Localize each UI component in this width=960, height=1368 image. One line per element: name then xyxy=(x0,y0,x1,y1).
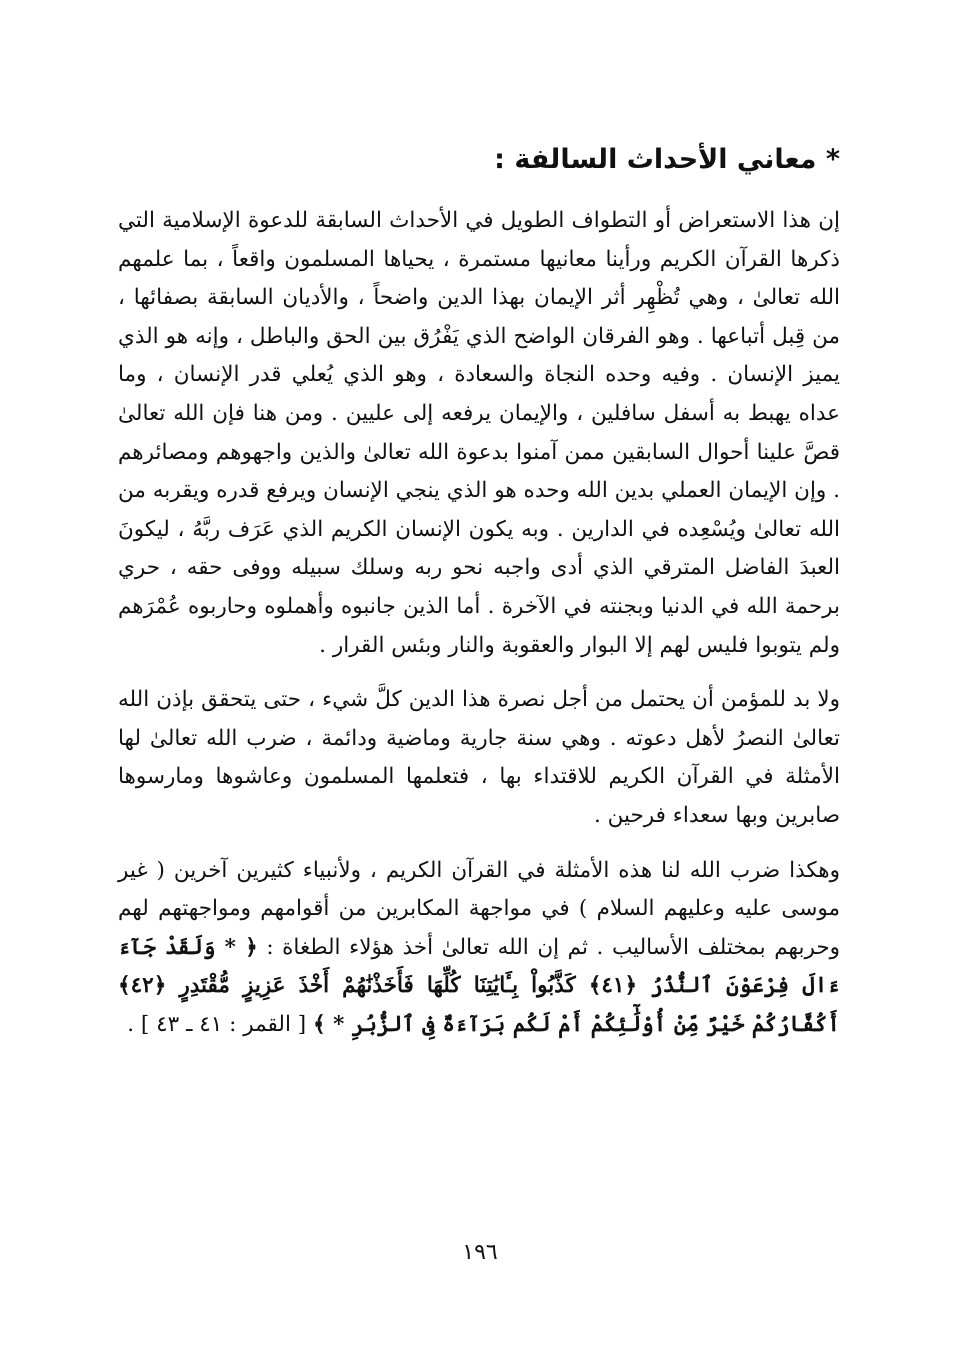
page-content xyxy=(118,138,840,1060)
page-number: ١٩٦ xyxy=(462,1240,498,1265)
paragraph-2: ولا بد للمؤمن أن يحتمل من أجل نصرة هذا الدين كلَّ شيء ، حتى يتحقق بإذن الله تعالىٰ النصرُ لأهل دعوته . وهي سنة جارية وماضية ودائمة ، ضرب الله تعالىٰ لها الأمثلة في القرآن الكريم للاقتداء بها ، فتعلمها المسلمون وعاشوها ومارسوها صابرين وبها سعداء فرحين . xyxy=(118,687,840,828)
section-heading: * معاني الأحداث السالفة : xyxy=(494,144,840,175)
verse-citation: [ القمر : ٤١ ـ ٤٣ ] . xyxy=(127,1011,307,1037)
paragraph-3 xyxy=(118,852,840,1045)
paragraph-3-text: وهكذا ضرب الله لنا هذه الأمثلة في القرآن الكريم ، ولأنبياء كثيرين آخرين ( غير موسى عليه وعليهم السلام ) في مواجهة المكابرين من أقوامهم ومواجهتهم لهم وحربهم بمختلف الأساليب . ثم إن الله تعالىٰ أخذ هؤلاء الطغاة : xyxy=(118,857,840,960)
paragraph-1: إن هذا الاستعراض أو التطواف الطويل في الأحداث السابقة للدعوة الإسلامية التي ذكرها القرآن الكريم ورأينا معانيها مستمرة ، يحياها المسلمون واقعاً ، بما علمهم الله تعالىٰ ، وهي تُظْهِر أثر الإيمان بهذا الدين واضحاً ، والأديان السابقة بصفائها ، من قِبل أتباعها . وهو الفرقان الواضح الذي يَفْرُق بين الحق والباطل ، وإنه هو الذي يميز الإنسان . وفيه وحده النجاة والسعادة ، وهو الذي يُعلي قدر الإنسان ، وما عداه يهبط به أسفل سافلين ، والإيمان يرفعه إلى عليين . ومن هنا فإن الله تعالىٰ قصَّ علينا أحوال السابقين ممن آمنوا بدعوة الله تعالىٰ والذين واجهوهم ومصائرهم . وإن الإيمان العملي بدين الله وحده هو الذي ينجي الإنسان ويرفع قدره ويقربه من الله تعالىٰ ويُسْعِده في الدارين . وبه يكون الإنسان الكريم الذي عَرَف ربَّهُ ، ليكونَ العبدَ الفاضل المترقي الذي أدى واجبه نحو ربه وسلك سبيله ووفى حقه ، حري برحمة الله في الدنيا وبجنته في الآخرة . أما الذين جانبوه وأهملوه وحاربوه عُمْرَهم ولم يتوبوا فليس لهم إلا البوار والعقوبة والنار وبئس القرار . xyxy=(118,208,840,658)
quran-verse: ﴿ * وَلَقَدْ جَآءَ ءَالَ فِرْعَوْنَ ٱلنُّذُرُ ﴿٤١﴾ كَذَّبُواْ بِـَٔايَٰتِنَا كُلِّهَا فَأَخَذْنَٰهُمْ أَخْذَ عَزِيزٍ مُّقْتَدِرٍ ﴿٤٢﴾ أَكُفَّارُكُمْ خَيْرٌ مِّنْ أُوْلَٰٓئِكُمْ أَمْ لَكُم بَرَآءَةٌ فِى ٱلزُّبُرِ * ﴾ xyxy=(118,934,841,1037)
